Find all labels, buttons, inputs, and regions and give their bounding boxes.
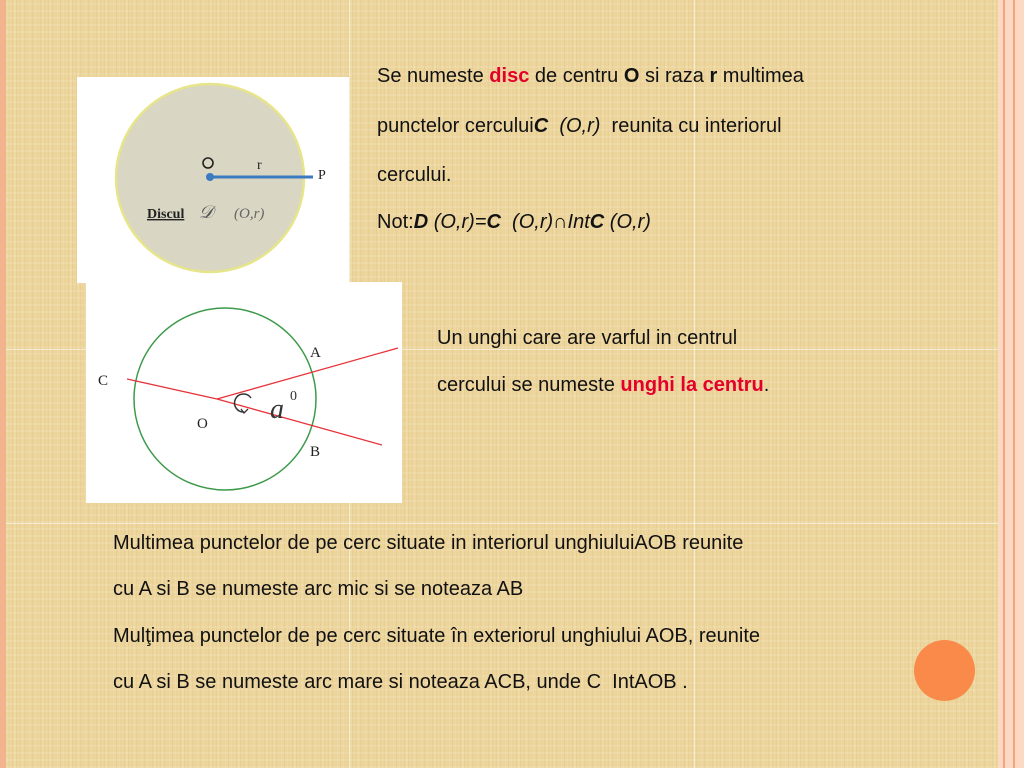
label-degree: 0 [290, 389, 297, 404]
radius-label: r [257, 158, 262, 173]
label-a: A [310, 345, 321, 361]
arcs-line-4: cu A si B se numeste arc mare si noteaza ACB, unde C IntAOB . [113, 671, 688, 693]
ray-ob [217, 399, 382, 445]
label-c: C [98, 373, 109, 389]
label-alpha: a [270, 394, 284, 425]
term-central-angle: unghi la centru [620, 374, 764, 396]
disc-figure [77, 77, 349, 283]
decorative-orange-circle [914, 640, 975, 701]
point-label: P [318, 168, 326, 183]
arcs-line-3: Mulţimea punctelor de pe cerc situate în exteriorul unghiului AOB, reunite [113, 625, 761, 647]
disc-diagram [77, 77, 349, 283]
disc-definition-line-3: cercului. [377, 164, 452, 186]
center-point [206, 173, 214, 181]
disc-caption-symbol: 𝒟 [199, 202, 214, 222]
disc-notation: Not:D (O,r)=C (O,r)∩IntC (O,r) [377, 211, 651, 233]
disc-caption-args: (O,r) [234, 206, 265, 222]
central-angle-line-1: Un unghi care are varful in centrul [437, 327, 738, 349]
disc-definition-line-1: Se numeste disc de centru O si raza r multimea [377, 65, 804, 87]
grid-line [0, 523, 1024, 524]
central-angle-line-2: cercului se numeste unghi la centru. [437, 374, 770, 396]
right-border-stripes [998, 0, 1024, 768]
arcs-line-2: cu A si B se numeste arc mic si se noteaza AB [113, 578, 524, 600]
angle-arc-icon [235, 394, 251, 412]
circle [134, 308, 316, 490]
disc-caption-word: Discul [147, 207, 185, 222]
label-b: B [310, 444, 321, 460]
segment-oc [127, 379, 217, 399]
ray-oa [217, 348, 398, 399]
central-angle-figure [86, 282, 402, 503]
term-disc: disc [489, 65, 530, 87]
angle-diagram [86, 282, 402, 503]
left-border-stripe [0, 0, 6, 768]
disc-definition-line-2: punctelor cerculuiC (O,r) reunita cu interiorul [377, 115, 782, 137]
arcs-line-1: Multimea punctelor de pe cerc situate in interiorul unghiuluiAOB reunite [113, 532, 744, 554]
label-o: O [197, 416, 208, 432]
